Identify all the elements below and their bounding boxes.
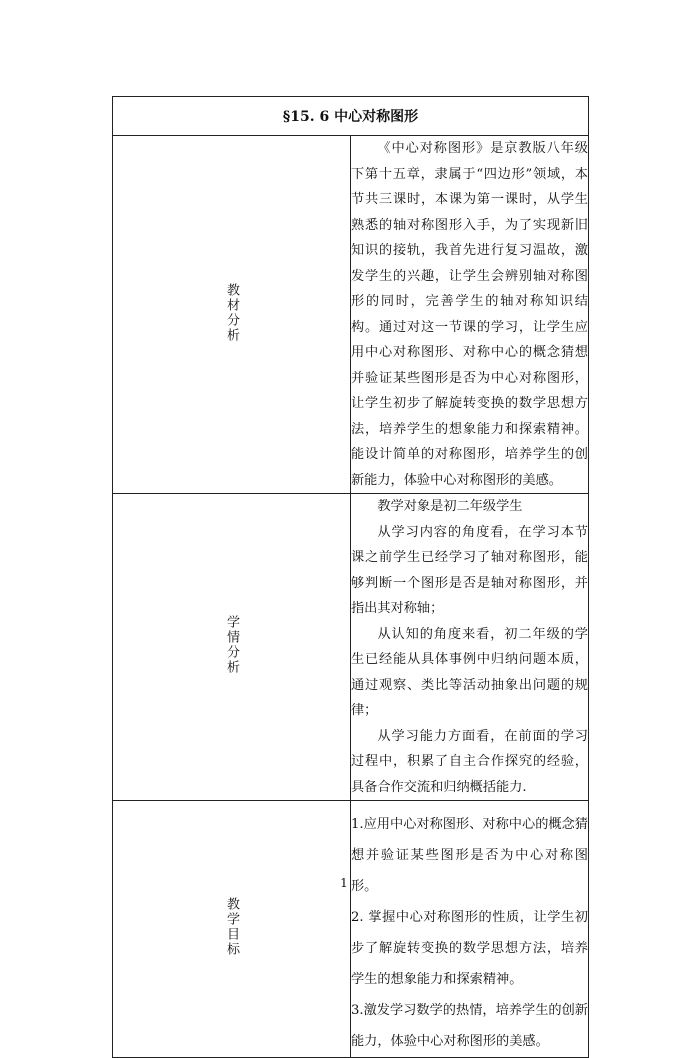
paragraph: 1.应用中心对称图形、对称中心的概念猜想并验证某些图形是否为中心对称图形。 — [351, 817, 588, 894]
section-row-teaching-goals — [113, 801, 589, 1058]
paragraph: 从学习能力方面看，在前面的学习过程中，积累了自主合作探究的经验，具备合作交流和归纳概括能力. — [351, 728, 588, 795]
section-label-cell — [113, 136, 351, 494]
page-number: 1 — [340, 876, 348, 890]
paragraph: 3.激发学习数学的热情，培养学生的创新能力，体验中心对称图形的美感。 — [351, 1003, 588, 1049]
paragraph: 2. 掌握中心对称图形的性质，让学生初步了解旋转变换的数学思想方法，培养学生的想象能力和探索精神。 — [351, 910, 588, 987]
paragraph: 教学对象是初二年级学生 — [377, 499, 523, 514]
section-row-textbook-analysis — [113, 136, 589, 494]
section-content-textbook-analysis — [351, 136, 589, 494]
section-label-cell — [113, 801, 351, 1058]
page-title: §15. 6 中心对称图形 — [113, 97, 589, 136]
title-row — [113, 97, 589, 136]
section-content-student-analysis — [351, 494, 589, 801]
paragraph: 从学习内容的角度看，在学习本节课之前学生已经学习了轴对称图形，能够判断一个图形是否是轴对称图形，并指出其对称轴； — [351, 524, 588, 616]
section-label-teaching-goals: 教学目标 — [224, 897, 239, 957]
section-label-student-analysis: 学情分析 — [224, 615, 239, 675]
section-label-cell — [113, 494, 351, 801]
section-row-student-analysis — [113, 494, 589, 801]
lesson-plan-table — [112, 96, 589, 1058]
paragraph: 从认知的角度来看，初二年级的学生已经能从具体事例中归纳问题本质，通过观察、类比等活动抽象出问题的规律； — [351, 626, 588, 718]
section-label-textbook-analysis: 教材分析 — [224, 282, 239, 343]
section-content-teaching-goals — [351, 801, 589, 1058]
paragraph: 《中心对称图形》是京教版八年级下第十五章，隶属于“四边形”领域，本节共三课时，本课为第一课时，从学生熟悉的轴对称图形入手，为了实现新旧知识的接轨，我首先进行复习温故，激发学生的兴趣，让学生会辨别轴对称图形的同时，完善学生的轴对称知识结构。通过对这一节课的学习，让学生应用中心对称图形、对称中心的概念猜想并验证某些图形是否为中心对称图形，让学生初步了解旋转变换的数学思想方法，培养学生的想象能力和探索精神。能设计简单的对称图形，培养学生的创新能力，体验中心对称图形的美感。 — [351, 141, 588, 488]
